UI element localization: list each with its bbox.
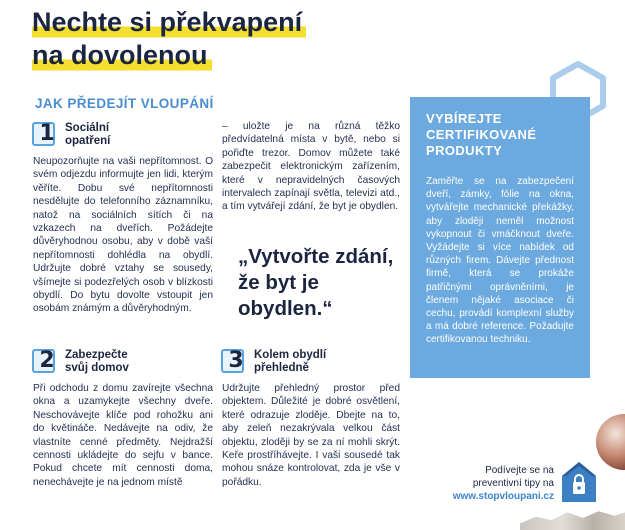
step-1-number: 1 [35, 119, 59, 149]
step-3-column [222, 346, 400, 489]
footer-line-1: Podívejte se na [485, 465, 554, 476]
step-3-header [222, 346, 400, 382]
step-2-text: Při odchodu z domu zavírejte všechna okna a uzamykejte všechny dveře. Neschovávejte klíče pod rohožku ani do květináče. Nedávejte na odiv, že vlastníte cenné předměty. Nejdražší cennosti ukládejte do sejfu v bance. Pokud chcete mít cennosti doma, nenechávejte je na jednom místě [33, 383, 213, 488]
pull-quote: „Vytvořte zdání, že byt je obydlen.“ [238, 245, 394, 320]
step-1-text: Neupozorňujte na vaši nepřítomnost. O svém odjezdu informujte jen lidi, kterým věříte. Dobu své nepřítomnosti nesdělujte do telefonního záznamníku, natož na sociálních sítích či na vzkazech na dveřích. Požádejte důvěryhodnou osobu, aby v době vaší nepřítomnosti dohlédla na obydlí. Udržujte dobré vztahy se sousedy, všímejte si podezřelých osob v blízkosti obydlí. Do bytu dovolte vstoupit jen osobám známým a důvěryhodným. [33, 156, 213, 315]
step-2-title: Zabezpečte svůj domov [65, 349, 129, 374]
certified-products-panel [410, 97, 590, 378]
step-1-column [33, 119, 213, 316]
step-2-number: 2 [35, 346, 59, 376]
house-lock-icon [560, 460, 598, 504]
section-subheading: JAK PŘEDEJÍT VLOUPÁNÍ [35, 96, 214, 111]
footer-tip [440, 464, 554, 503]
step-2-continuation-text: – uložte je na různá těžko předvídatelná místa v bytě, nebo si pořiďte trezor. Domov můžete také zabezpečit elektronickým zařízením, které v nepravidelných časových intervalech zapínají světla, televizi atd., a tím vytvářejí zdání, že byt je obydlen. [222, 121, 400, 213]
footer-website-link[interactable]: www.stopvloupani.cz [452, 491, 554, 502]
rubble-decoration [520, 508, 625, 530]
step-2-column [33, 346, 213, 489]
title-line-1: Nechte si překvapení [32, 6, 306, 39]
continuation-column [222, 120, 400, 214]
door-knob-image [596, 414, 625, 470]
step-2-header [33, 346, 213, 382]
title-line-2: na dovolenou [32, 39, 212, 72]
step-1-title: Sociální opatření [65, 122, 111, 147]
step-3-number: 3 [224, 346, 248, 376]
step-3-text: Udržujte přehledný prostor před objektem. Důležité je dobré osvětlení, které odrazuje zloděje. Dbejte na to, aby zeleň nezakrývala velkou část objektu, zloději by se za ní mohli skrýt. Keře prostříhávejte. I vaši sousedé tak mohou snáze kontrolovat, zda je vše v pořádku. [222, 383, 400, 488]
step-1-header [33, 119, 213, 155]
footer-line-2: preventivní tipy na [472, 478, 554, 489]
step-3-title: Kolem obydlí přehledně [254, 349, 327, 374]
article-title [32, 6, 306, 72]
panel-title: VYBÍREJTE CERTIFIKOVANÉ PRODUKTY [426, 111, 537, 158]
panel-text: Zaměřte se na zabezpečení dveří, zámky, fólie na okna, vytvářejte mechanické překážky, aby zloději neměl možnost vykopnout či vmáčknout dveře. Vyžádejte si více nabídek od různých firem. Dávejte přednost firmě, která se prokáže patřičnými oprávněními, je členem nějaké asociace či cechu, provádí komplexní služby a má dobré reference. Požadujte certifikovanou techniku. [426, 176, 574, 346]
